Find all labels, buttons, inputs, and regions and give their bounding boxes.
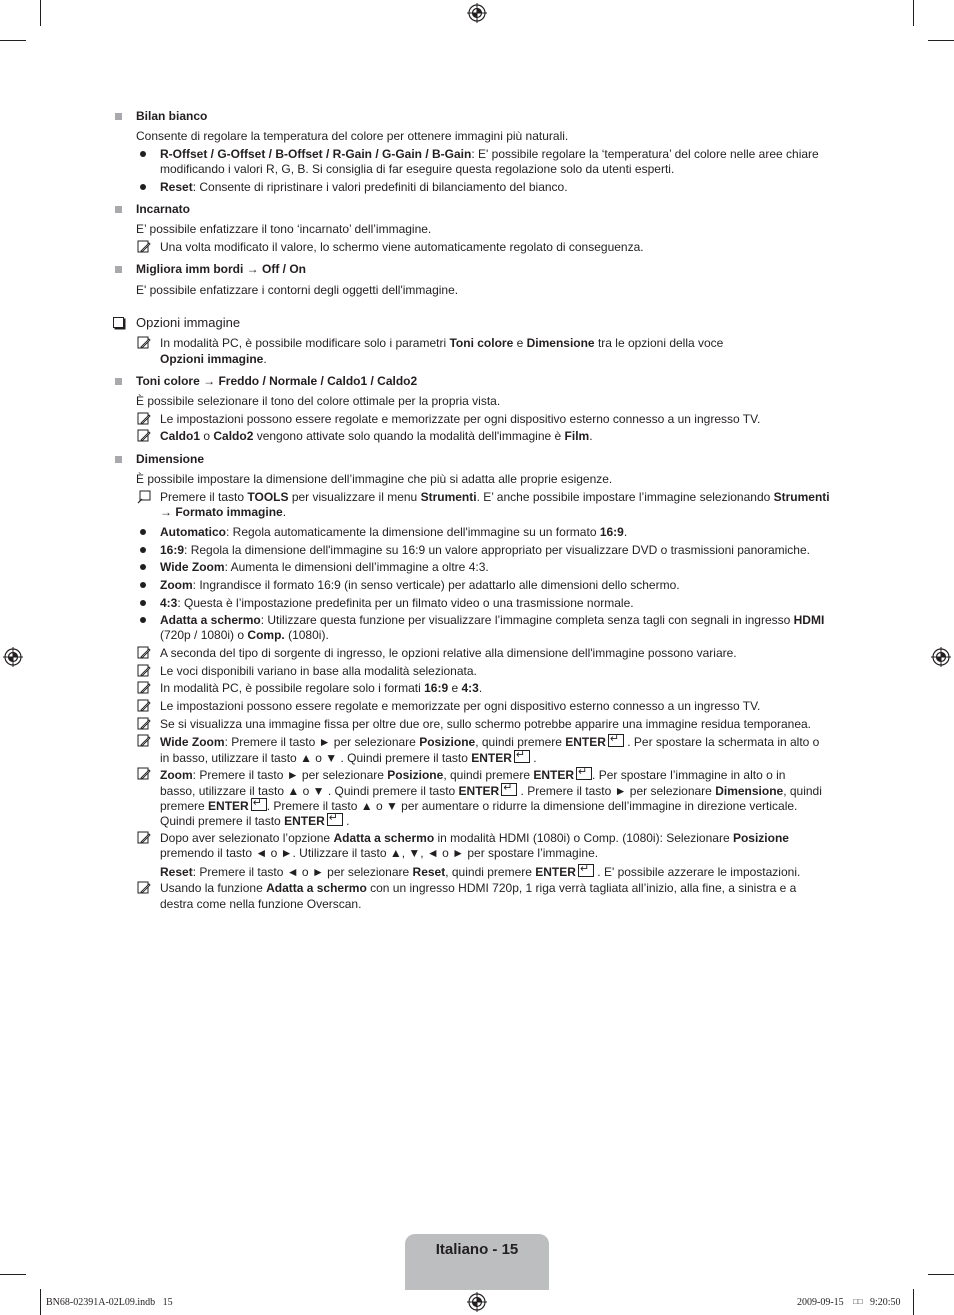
square-bullet-icon (115, 113, 122, 120)
note-text: premendo il tasto ◄ o ►. Utilizzare il tasto ▲, ▼, ◄ o ► per spostare l’immagine. (160, 846, 599, 860)
bullet-text: Adatta a schermo: Utilizzare questa funzione per visualizzare l’immagine completa senza tagli con segnali in ingresso HDMI (160, 613, 825, 627)
note-text: in basso, utilizzare il tasto ▲ o ▼ . Quindi premere il tasto ENTER↵ . (160, 750, 537, 766)
bullet-text: modificando i valori R, G, B. Si consiglia di far eseguire questa regolazione solo da utenti esperti. (160, 162, 675, 176)
print-slug-time: 9:20:50 (870, 1297, 901, 1308)
bullet-text: 4:3: Questa è l’impostazione predefinita per un filmato video o una trasmissione normale. (160, 596, 634, 610)
bullet-text: Zoom: Ingrandisce il formato 16:9 (in senso verticale) per adattarlo alle dimensioni dello schermo. (160, 578, 680, 592)
section-heading: Dimensione (136, 452, 205, 466)
note-icon (137, 681, 151, 695)
note-text: Una volta modificato il valore, lo schermo viene automaticamente regolato di conseguenza. (160, 240, 644, 254)
round-bullet-icon (140, 529, 146, 535)
print-slug-glyph: □□ (853, 1297, 863, 1306)
note-icon (137, 240, 151, 254)
square-bullet-icon (115, 266, 122, 273)
note-icon (137, 734, 151, 748)
note-text: Caldo1 o Caldo2 vengono attivate solo quando la modalità dell'immagine è Film. (160, 429, 593, 443)
note-text: destra come nella funzione Overscan. (160, 897, 362, 911)
note-text: Zoom: Premere il tasto ► per selezionare Posizione, quindi premere ENTER↵ . Per spostare l’immagine in alto o in (160, 767, 785, 783)
section-heading: Migliora imm bordi → Off / On (136, 262, 307, 276)
crop-mark (928, 40, 954, 41)
note-icon (137, 717, 151, 731)
registration-mark-icon (467, 1292, 487, 1312)
square-bullet-icon (115, 378, 122, 385)
round-bullet-icon (140, 600, 146, 606)
note-icon (137, 646, 151, 660)
note-text: Usando la funzione Adatta a schermo con un ingresso HDMI 720p, 1 riga verrà tagliata all’inizio, alla fine, a sinistra e a (160, 881, 797, 895)
section-heading: Incarnato (136, 202, 191, 216)
note-text: Quindi premere il tasto ENTER↵ . (160, 813, 349, 829)
round-bullet-icon (140, 184, 146, 190)
body-text: E’ possibile enfatizzare il tono ‘incarnato’ dell’immagine. (136, 222, 432, 236)
section-heading: Toni colore → Freddo / Normale / Caldo1 / Caldo2 (136, 374, 418, 388)
note-icon (137, 699, 151, 713)
body-text: È possibile impostare la dimensione dell’immagine che più si adatta alle proprie esigenze. (136, 472, 613, 486)
note-text: Opzioni immagine. (160, 352, 267, 366)
body-text: È possibile selezionare il tono del colore ottimale per la propria vista. (136, 394, 501, 408)
crop-mark (40, 0, 41, 26)
bullet-text: R-Offset / G-Offset / B-Offset / R-Gain / G-Gain / B-Gain: E' possibile regolare la ‘temperatura’ del colore nelle aree chiare (160, 147, 819, 161)
note-text: basso, utilizzare il tasto ▲ o ▼ . Quindi premere il tasto ENTER↵ . Premere il tasto ► per selezionare Dimensione, quindi (160, 783, 822, 799)
bullet-text: (720p / 1080i) o Comp. (1080i). (160, 628, 329, 642)
round-bullet-icon (140, 617, 146, 623)
section-heading: Bilan bianco (136, 109, 208, 123)
crop-mark (913, 0, 914, 26)
note-text: In modalità PC, è possibile regolare solo i formati 16:9 e 4:3. (160, 681, 483, 695)
round-bullet-icon (140, 151, 146, 157)
note-icon (137, 336, 151, 350)
print-slug-file: BN68-02391A-02L09.indb 15 (46, 1297, 173, 1308)
round-bullet-icon (140, 547, 146, 553)
main-heading: Opzioni immagine (136, 315, 241, 330)
crop-mark (0, 40, 26, 41)
round-bullet-icon (140, 564, 146, 570)
page-number: Italiano - 15 (435, 1241, 519, 1258)
crop-mark (913, 1289, 914, 1315)
note-text: Dopo aver selezionato l’opzione Adatta a schermo in modalità HDMI (1080i) o Comp. (1080i): Selezionare Posizione (160, 831, 789, 845)
body-text: Consente di regolare la temperatura del colore per ottenere immagini più naturali. (136, 129, 569, 143)
square-bullet-icon (115, 206, 122, 213)
tools-text: Premere il tasto TOOLS per visualizzare il menu Strumenti. E’ anche possibile impostare l’immagine selezionando Strumenti (160, 490, 830, 504)
note-text: A seconda del tipo di sorgente di ingresso, le opzioni relative alla dimensione dell'immagine possono variare. (160, 646, 737, 660)
note-icon (137, 881, 151, 895)
print-slug-date: 2009-09-15 (797, 1297, 844, 1308)
body-text: E' possibile enfatizzare i contorni degli oggetti dell'immagine. (136, 283, 459, 297)
square-bullet-icon (115, 456, 122, 463)
note-text: Le voci disponibili variano in base alla modalità selezionata. (160, 664, 477, 678)
note-text: Reset: Premere il tasto ◄ o ► per selezionare Reset, quindi premere ENTER↵ . E' possibile azzerare le impostazioni. (160, 864, 800, 880)
crop-mark (0, 1274, 26, 1275)
note-icon (137, 429, 151, 443)
tools-icon (137, 490, 151, 504)
note-text: premere ENTER↵ . Premere il tasto ▲ o ▼ per aumentare o ridurre la dimensione dell’immagine in direzione verticale. (160, 798, 797, 814)
registration-mark-icon (467, 3, 487, 23)
bullet-text: Reset: Consente di ripristinare i valori predefiniti di bilanciamento del bianco. (160, 180, 568, 194)
note-text: Se si visualizza una immagine fissa per oltre due ore, sullo schermo potrebbe apparire una immagine residua temporanea. (160, 717, 812, 731)
bullet-text: Automatico: Regola automaticamente la dimensione dell'immagine su un formato 16:9. (160, 525, 628, 539)
checkbox-heading-icon (113, 317, 124, 328)
note-text: Wide Zoom: Premere il tasto ► per selezionare Posizione, quindi premere ENTER↵ . Per spostare la schermata in alto o (160, 734, 819, 750)
note-text: Le impostazioni possono essere regolate e memorizzate per ogni dispositivo esterno connesso a un ingresso TV. (160, 699, 761, 713)
bullet-text: Wide Zoom: Aumenta le dimensioni dell’immagine a oltre 4:3. (160, 560, 489, 574)
registration-mark-icon (3, 647, 23, 667)
crop-mark (40, 1289, 41, 1315)
note-icon (137, 831, 151, 845)
note-icon (137, 664, 151, 678)
note-icon (137, 412, 151, 426)
tools-text: → Formato immagine. (160, 505, 287, 519)
note-icon (137, 767, 151, 781)
crop-mark (928, 1274, 954, 1275)
note-text: In modalità PC, è possibile modificare solo i parametri Toni colore e Dimensione tra le opzioni della voce (160, 336, 724, 350)
round-bullet-icon (140, 582, 146, 588)
bullet-text: 16:9: Regola la dimensione dell'immagine su 16:9 un valore appropriato per visualizzare DVD o trasmissioni panoramiche. (160, 543, 810, 557)
note-text: Le impostazioni possono essere regolate e memorizzate per ogni dispositivo esterno connesso a un ingresso TV. (160, 412, 761, 426)
registration-mark-icon (931, 647, 951, 667)
